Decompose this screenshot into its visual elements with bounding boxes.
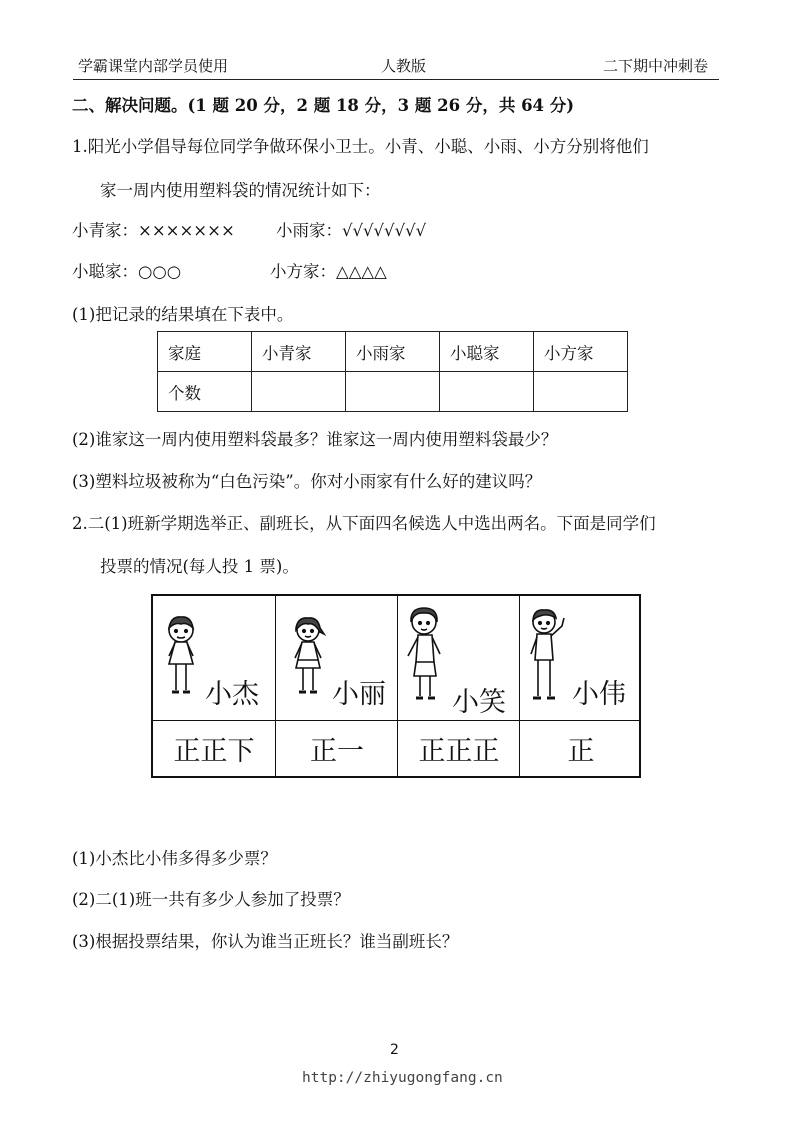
q1-sub1: (1)把记录的结果填在下表中。 (72, 305, 294, 324)
q2-sub1: (1)小杰比小伟多得多少票？ (72, 849, 277, 868)
header-center: 人教版 (381, 57, 427, 75)
candidate-tally: 正一 (310, 736, 364, 767)
q2-line2: 投票的情况(每人投 1 票)。 (100, 557, 299, 576)
candidate-tally: 正正下 (173, 736, 255, 767)
q1-record-xiaocong: 小聪家：○○○ (72, 262, 182, 281)
candidate-name: 小伟 (572, 679, 626, 710)
answer-cell[interactable] (440, 372, 534, 412)
q1-sub3: (3)塑料垃圾被称为“白色污染”。你对小雨家有什么好的建议吗？ (72, 472, 542, 491)
q2-sub3: (3)根据投票结果，你认为谁当正班长？谁当副班长？ (72, 932, 459, 951)
table-cell: 小雨家 (346, 332, 440, 372)
q1-line2: 家一周内使用塑料袋的情况统计如下： (100, 181, 381, 200)
boy-figure-icon (526, 604, 570, 708)
table-cell: 家庭 (158, 332, 252, 372)
table-row (158, 372, 628, 412)
header-left: 学霸课堂内部学员使用 (78, 57, 229, 75)
table-cell: 个数 (158, 372, 252, 412)
table-row (158, 332, 628, 372)
q1-record-xiaofang: 小方家：△△△△ (270, 262, 387, 281)
q1-record-xiaoyu: 小雨家：√√√√√√√√ (276, 221, 427, 240)
girl-figure-icon (286, 612, 330, 704)
candidate-xiaoli (275, 596, 398, 776)
q1-line1: 1.阳光小学倡导每位同学争做环保小卫士。小青、小聪、小雨、小方分别将他们 (72, 137, 649, 156)
q1-record-xiaoqing: 小青家：××××××× (72, 221, 235, 240)
q2-sub2: (2)二(1)班一共有多少人参加了投票？ (72, 890, 350, 909)
vote-tally-box (151, 594, 641, 778)
candidate-tally: 正 (567, 736, 595, 767)
answer-cell[interactable] (252, 372, 346, 412)
answer-cell[interactable] (346, 372, 440, 412)
answer-cell[interactable] (534, 372, 628, 412)
header-right: 二下期中冲刺卷 (603, 57, 709, 75)
candidate-xiaowei (519, 596, 642, 776)
girl-figure-icon (161, 612, 201, 704)
table-cell: 小聪家 (440, 332, 534, 372)
q2-line1: 2.二(1)班新学期选举正、副班长，从下面四名候选人中选出两名。下面是同学们 (72, 514, 656, 533)
candidate-name: 小丽 (332, 679, 386, 710)
candidate-tally: 正正正 (418, 736, 500, 767)
q1-record-table (157, 331, 628, 412)
table-cell: 小方家 (534, 332, 628, 372)
candidate-xiaojie (153, 596, 275, 776)
footer-url: http://zhiyugongfang.cn (302, 1070, 503, 1086)
candidate-name: 小笑 (452, 687, 506, 718)
table-cell: 小青家 (252, 332, 346, 372)
candidate-name: 小杰 (205, 679, 259, 710)
candidate-xiaoxiao (397, 596, 520, 776)
girl-figure-icon (404, 604, 448, 708)
q1-sub2: (2)谁家这一周内使用塑料袋最多？谁家这一周内使用塑料袋最少？ (72, 430, 558, 449)
section-title: 二、解决问题。(1 题 20 分，2 题 18 分，3 题 26 分，共 64 分) (72, 96, 575, 115)
page-number: 2 (390, 1042, 399, 1058)
header-rule (73, 79, 719, 80)
